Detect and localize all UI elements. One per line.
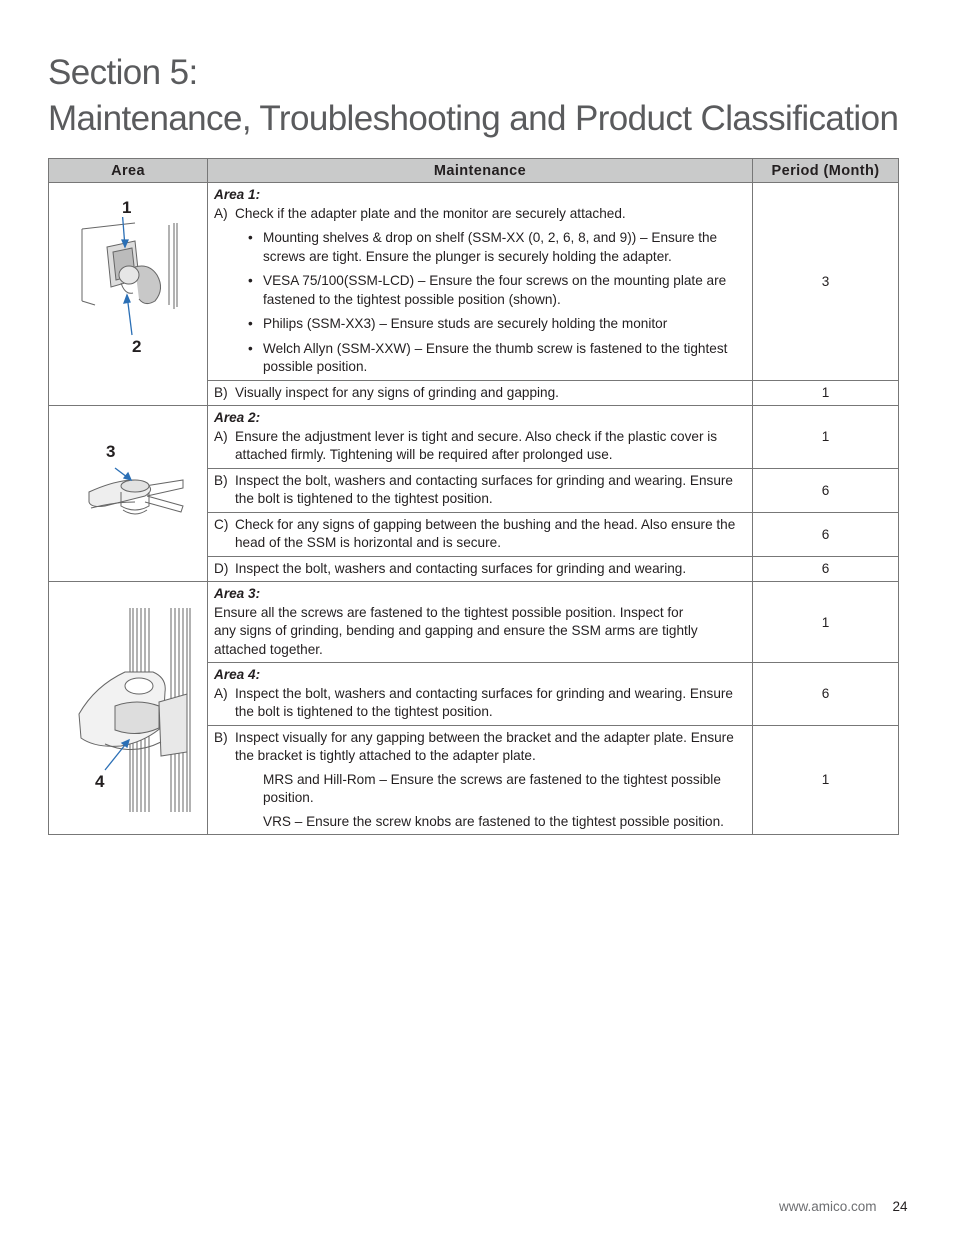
area4-maintenance-b bbox=[208, 725, 753, 835]
area3-heading: Area 3: bbox=[214, 586, 261, 601]
area4-heading: Area 4: bbox=[214, 667, 261, 682]
area4-b-text: Inspect visually for any gapping between the bracket and the adapter plate. Ensure the bracket is tightly attached to the adapter plate. bbox=[235, 729, 734, 763]
area3-maintenance bbox=[208, 582, 753, 663]
area4-b-sub1: MRS and Hill-Rom – Ensure the screws are fastened to the tightest possible position. bbox=[263, 771, 721, 805]
area4-a-letter: A) bbox=[214, 685, 228, 701]
arm-joint-illustration bbox=[85, 462, 195, 542]
area3-text-line2: any signs of grinding, bending and gapping and ensure the SSM arms are tightly bbox=[214, 623, 698, 638]
area1-a-letter: A) bbox=[214, 205, 228, 221]
area2-maintenance-c bbox=[208, 512, 753, 556]
bullet-text: VESA 75/100(SSM-LCD) – Ensure the four screws on the mounting plate are fastened to the tightest possible position (shown). bbox=[263, 273, 727, 307]
page-title bbox=[48, 50, 898, 142]
area4-maintenance-a bbox=[208, 663, 753, 726]
area2-b-letter: B) bbox=[214, 472, 228, 488]
area4-a-text: Inspect the bolt, washers and contacting surfaces for grinding and wearing. Ensure the bolt is tightened to the tightest position. bbox=[235, 685, 733, 719]
wall-bracket-illustration bbox=[75, 606, 195, 816]
area1-bullet bbox=[248, 229, 746, 266]
bullet-point: • bbox=[248, 273, 253, 288]
page-number: 24 bbox=[892, 1199, 908, 1214]
area2-a-letter: A) bbox=[214, 428, 228, 444]
area1-row-a bbox=[49, 183, 899, 381]
bullet-text: Mounting shelves & drop on shelf (SSM-XX (0, 2, 6, 8, and 9)) – Ensure the screws are tight. Ensure the plunger is securely holding the adapter. bbox=[263, 230, 718, 264]
area1-b-text: Visually inspect for any signs of grinding and gapping. bbox=[235, 384, 559, 400]
header-maintenance: Maintenance bbox=[208, 159, 753, 183]
area2-maintenance-b bbox=[208, 468, 753, 512]
area2-row-a bbox=[49, 406, 899, 469]
area2-d-text: Inspect the bolt, washers and contacting surfaces for grinding and wearing. bbox=[235, 560, 687, 576]
area2-maintenance-a bbox=[208, 406, 753, 469]
area2-a-text: Ensure the adjustment lever is tight and secure. Also check if the plastic cover is attached firmly. Tightening will be required after prolonged use. bbox=[235, 428, 718, 462]
area3-period: 1 bbox=[753, 582, 899, 663]
monitor-adapter-illustration bbox=[77, 217, 197, 347]
area2-d-period: 6 bbox=[753, 556, 899, 582]
page-title-line1: Section 5: bbox=[48, 53, 198, 92]
area2-image-cell bbox=[49, 406, 208, 582]
area2-b-text: Inspect the bolt, washers and contacting surfaces for grinding and wearing. Ensure the bolt is tightened to the tightest position. bbox=[235, 472, 733, 506]
area3-row bbox=[49, 582, 899, 663]
area2-c-period: 6 bbox=[753, 512, 899, 556]
header-row bbox=[49, 159, 899, 183]
maintenance-table bbox=[48, 158, 899, 835]
bullet-point: • bbox=[248, 230, 253, 245]
area1-bullet bbox=[248, 272, 746, 309]
area2-b-period: 6 bbox=[753, 468, 899, 512]
area-number-3: 3 bbox=[106, 442, 116, 461]
area1-b-letter: B) bbox=[214, 384, 228, 400]
area4-b-letter: B) bbox=[214, 729, 228, 745]
area1-a-text: Check if the adapter plate and the monitor are securely attached. bbox=[235, 205, 626, 221]
bullet-point: • bbox=[248, 316, 253, 331]
area1-a-period: 3 bbox=[753, 183, 899, 381]
area4-a-period: 6 bbox=[753, 663, 899, 726]
area2-c-letter: C) bbox=[214, 516, 229, 532]
bullet-text: Welch Allyn (SSM-XXW) – Ensure the thumb screw is fastened to the tightest possible position. bbox=[263, 340, 728, 374]
area1-image-cell bbox=[49, 183, 208, 406]
area2-heading: Area 2: bbox=[214, 410, 261, 425]
area-number-2: 2 bbox=[132, 337, 142, 356]
area1-heading: Area 1: bbox=[214, 187, 261, 202]
area4-b-sub2: VRS – Ensure the screw knobs are fastened to the tightest possible position. bbox=[263, 813, 724, 829]
area3-text-line3: attached together. bbox=[214, 641, 323, 657]
area4-b-period: 1 bbox=[753, 725, 899, 835]
area2-maintenance-d bbox=[208, 556, 753, 582]
area1-maintenance-a bbox=[208, 183, 753, 381]
bullet-text: Philips (SSM-XX3) – Ensure studs are securely holding the monitor bbox=[263, 316, 668, 331]
area1-maintenance-b bbox=[208, 380, 753, 406]
header-period: Period (Month) bbox=[753, 159, 899, 183]
area1-bullet bbox=[248, 315, 746, 334]
footer-url: www.amico.com bbox=[779, 1199, 877, 1214]
page-title-line2: Maintenance, Troubleshooting and Product Classification bbox=[48, 99, 899, 138]
page-footer bbox=[779, 1199, 908, 1214]
area3-text-line1: Ensure all the screws are fastened to the tightest possible position. Inspect for bbox=[214, 604, 684, 620]
area2-c-text: Check for any signs of gapping between the bushing and the head. Also ensure the head of the SSM is horizontal and is secure. bbox=[235, 516, 736, 550]
bullet-point: • bbox=[248, 340, 253, 356]
area34-image-cell bbox=[49, 582, 208, 835]
area1-bullet bbox=[248, 340, 746, 377]
area2-d-letter: D) bbox=[214, 560, 229, 576]
area-number-4: 4 bbox=[95, 772, 105, 791]
header-area: Area bbox=[49, 159, 208, 183]
area1-b-period: 1 bbox=[753, 380, 899, 406]
area2-a-period: 1 bbox=[753, 406, 899, 469]
area-number-1: 1 bbox=[122, 198, 132, 217]
